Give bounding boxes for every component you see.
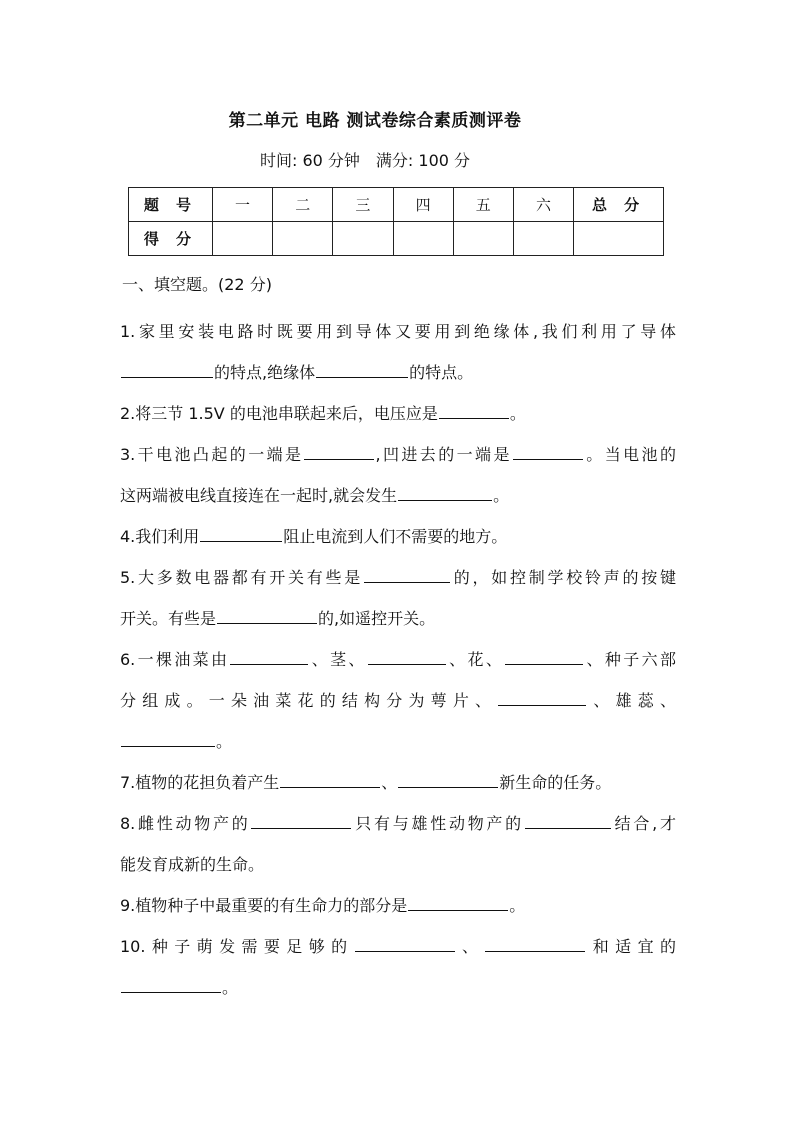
question-3: 3.干电池凸起的一端是 ,凹进去的一端是 。当电池的 (120, 445, 676, 464)
question-6: 6.一棵油菜由 、茎、 、花、 、种子六部 (120, 650, 676, 669)
answer-blank[interactable] (525, 812, 611, 829)
question-5-cont: 开关。有些是 的,如遥控开关。 (120, 609, 436, 628)
question-1-cont: 的特点,绝缘体 的特点。 (120, 352, 676, 393)
score-table (128, 187, 664, 256)
answer-blank[interactable] (408, 894, 508, 911)
answer-blank[interactable] (398, 484, 492, 501)
question-3-cont: 这两端被电线直接连在一起时,就会发生 。 (120, 486, 510, 505)
time-limit: 时间: 60 分钟 (259, 151, 360, 170)
score-input-1[interactable] (212, 222, 272, 256)
question-7: 7.植物的花担负着产生 、 新生命的任务。 (120, 773, 612, 792)
answer-blank[interactable] (251, 812, 351, 829)
answer-blank[interactable] (230, 648, 308, 665)
answer-blank[interactable] (498, 689, 586, 706)
answer-blank[interactable] (121, 976, 221, 993)
exam-info (0, 148, 730, 171)
table-cell-part-3: 三 (333, 188, 393, 222)
score-input-5[interactable] (453, 222, 513, 256)
table-cell-question-number: 题 号 (129, 188, 213, 222)
question-1: 1.家里安装电路时既要用到导体又要用到绝缘体,我们利用了导体 (120, 322, 676, 341)
question-list (120, 311, 676, 1008)
score-table-score-row (129, 222, 664, 256)
question-2: 2.将三节 1.5V 的电池串联起来后，电压应是 。 (120, 404, 526, 423)
answer-blank[interactable] (217, 607, 317, 624)
question-10-cont: 。 (120, 967, 676, 1008)
answer-blank[interactable] (200, 525, 282, 542)
answer-blank[interactable] (280, 771, 380, 788)
table-cell-part-2: 二 (273, 188, 333, 222)
answer-blank[interactable] (398, 771, 498, 788)
score-input-6[interactable] (513, 222, 573, 256)
question-6-cont: 分组成。一朵油菜花的结构分为萼片、 、雄蕊、 (120, 691, 676, 710)
answer-blank[interactable] (316, 361, 408, 378)
question-5: 5.大多数电器都有开关有些是 的，如控制学校铃声的按键 (120, 568, 676, 587)
answer-blank[interactable] (513, 443, 583, 460)
answer-blank[interactable] (304, 443, 374, 460)
answer-blank[interactable] (355, 935, 455, 952)
question-8: 8.雌性动物产的 只有与雄性动物产的 结合,才 (120, 814, 676, 833)
table-cell-part-4: 四 (393, 188, 453, 222)
score-input-2[interactable] (273, 222, 333, 256)
table-cell-score-label: 得 分 (129, 222, 213, 256)
score-input-total[interactable] (574, 222, 664, 256)
table-cell-total: 总 分 (574, 188, 664, 222)
answer-blank[interactable] (485, 935, 585, 952)
question-8-cont: 能发育成新的生命。 (120, 855, 265, 874)
score-input-3[interactable] (333, 222, 393, 256)
table-cell-part-1: 一 (212, 188, 272, 222)
full-score: 满分: 100 分 (375, 151, 471, 170)
score-input-4[interactable] (393, 222, 453, 256)
answer-blank[interactable] (364, 566, 450, 583)
question-9: 9.植物种子中最重要的有生命力的部分是 。 (120, 896, 526, 915)
answer-blank[interactable] (439, 402, 509, 419)
answer-blank[interactable] (368, 648, 446, 665)
question-10: 10.种子萌发需要足够的 、 和适宜的 (120, 937, 676, 956)
question-4: 4.我们利用 阻止电流到人们不需要的地方。 (120, 527, 508, 546)
score-table-header-row (129, 188, 664, 222)
question-6-cont2: 。 (120, 721, 676, 762)
page-title: 第二单元 电路 测试卷综合素质测评卷 (228, 111, 522, 131)
section-heading: 一、填空题。(22 分) (122, 275, 272, 294)
answer-blank[interactable] (505, 648, 583, 665)
table-cell-part-5: 五 (453, 188, 513, 222)
table-cell-part-6: 六 (513, 188, 573, 222)
answer-blank[interactable] (121, 730, 215, 747)
answer-blank[interactable] (121, 361, 213, 378)
